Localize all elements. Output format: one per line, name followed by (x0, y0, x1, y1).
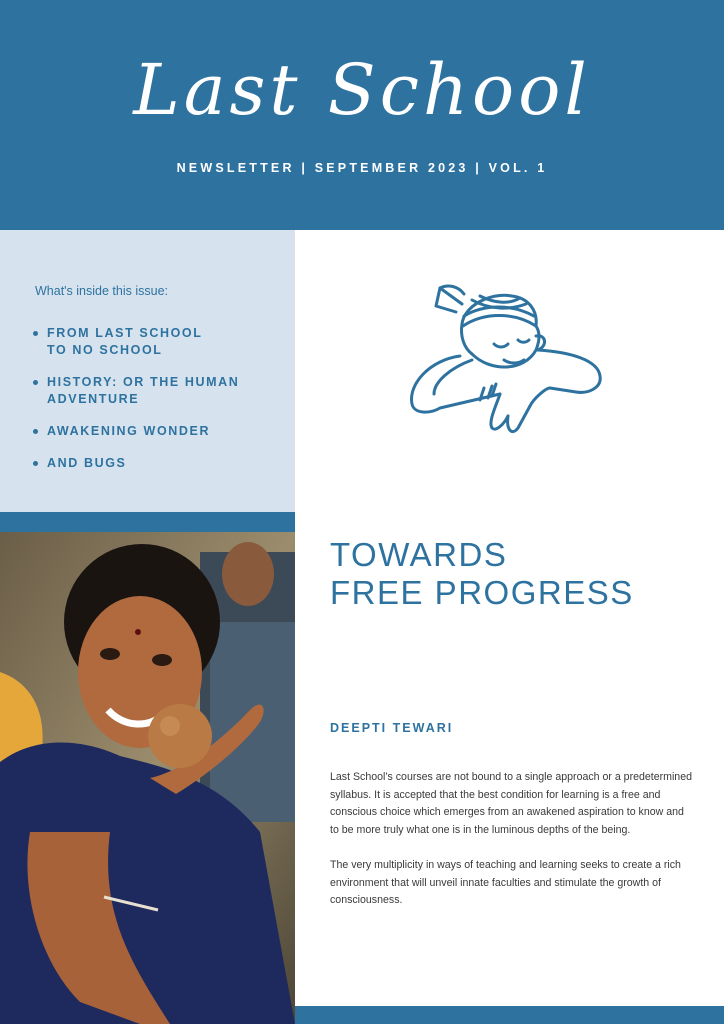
article-paragraph: The very multiplicity in ways of teaching and learning seeks to create a rich environment that will unveil innate faculties and stimulate the growth of consciousness. (330, 859, 681, 906)
photo-illustration (0, 532, 295, 1024)
headline-line-2: FREE PROGRESS (330, 574, 634, 611)
sleeping-child-illustration-icon (400, 276, 610, 456)
toc-item: HISTORY: OR THE HUMAN ADVENTURE (32, 374, 267, 408)
toc-item: AND BUGS (32, 455, 282, 472)
toc-item: AWAKENING WONDER (32, 423, 282, 440)
article-paragraph: Last School’s courses are not bound to a single approach or a predetermined syllabus. It is accepted that the best condition for learning is a free and conscious choice which emerges from an awakened aspiration to know and to be more truly what one is in the luminous depths of the being. (330, 771, 692, 836)
article-body (330, 769, 695, 928)
toc-item: FROM LAST SCHOOL TO NO SCHOOL (32, 325, 222, 359)
headline-line-1: TOWARDS (330, 536, 508, 573)
article-headline (330, 536, 710, 612)
divider-bar (0, 512, 295, 532)
header-banner (0, 0, 724, 230)
toc-list (32, 325, 282, 487)
article-author: DEEPTI TEWARI (330, 721, 454, 735)
toc-label: What's inside this issue: (35, 284, 168, 298)
student-holding-clay-ball-photo (0, 532, 295, 1024)
footer-bar (295, 1006, 724, 1024)
masthead-title: Last School (133, 49, 591, 131)
issue-subline: NEWSLETTER | SEPTEMBER 2023 | VOL. 1 (176, 161, 548, 175)
